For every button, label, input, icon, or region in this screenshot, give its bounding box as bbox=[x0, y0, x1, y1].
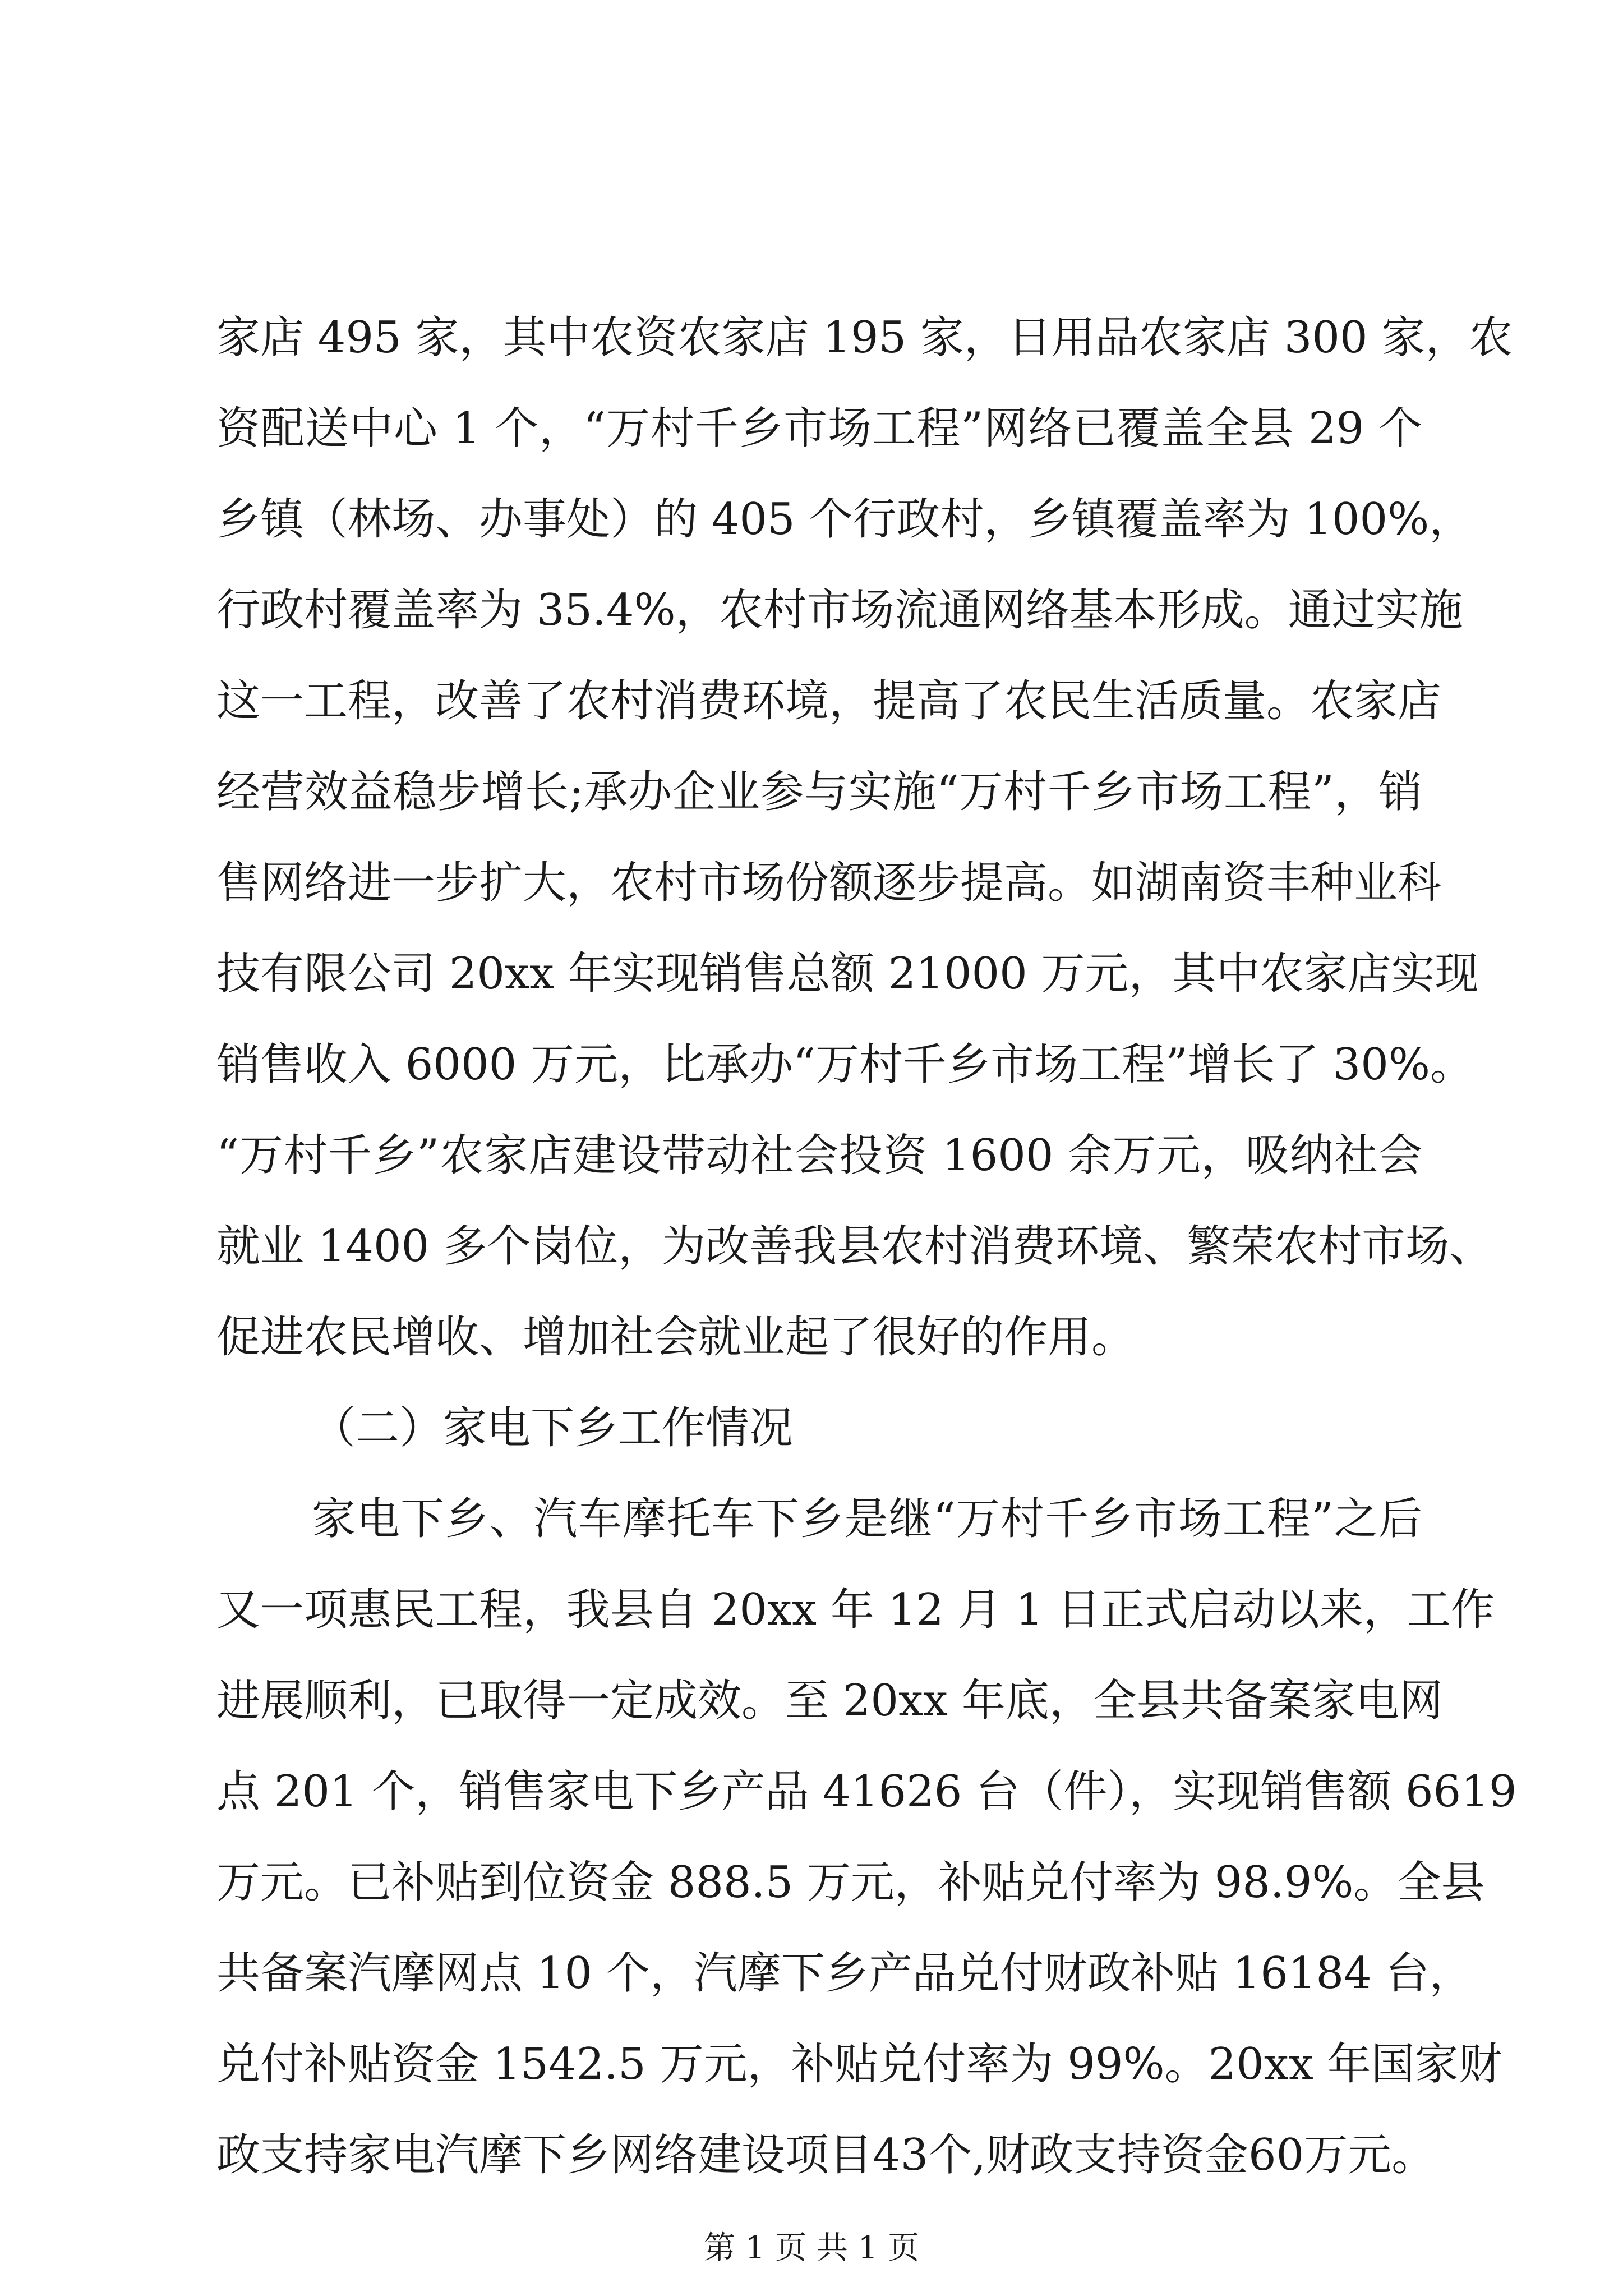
text-line: 政支持家电汽摩下乡网络建设项目43个,财政支持资金60万元。 bbox=[216, 2130, 1436, 2180]
text-line: 销售收入 6000 万元，比承办“万村千乡市场工程”增长了 30%。 bbox=[216, 1039, 1474, 1090]
text-line: 家店 495 家，其中农资农家店 195 家，日用品农家店 300 家，农 bbox=[216, 312, 1513, 363]
page-number-footer: 第 1 页 共 1 页 bbox=[703, 2230, 920, 2266]
text-line: 家电下乡、汽车摩托车下乡是继“万村千乡市场工程”之后 bbox=[312, 1494, 1422, 1544]
text-line: 又一项惠民工程，我县自 20xx 年 12 月 1 日正式启动以来，工作 bbox=[216, 1585, 1495, 1635]
text-line: 共备案汽摩网点 10 个，汽摩下乡产品兑付财政补贴 16184 台， bbox=[216, 1948, 1473, 1999]
text-line: 这一工程，改善了农村消费环境，提高了农民生活质量。农家店 bbox=[216, 676, 1442, 726]
text-line: 经营效益稳步增长;承办企业参与实施“万村千乡市场工程”，销 bbox=[216, 767, 1422, 817]
text-line: 乡镇（林场、办事处）的 405 个行政村，乡镇覆盖率为 100%， bbox=[216, 494, 1473, 545]
text-line: 技有限公司 20xx 年实现销售总额 21000 万元，其中农家店实现 bbox=[216, 949, 1479, 999]
text-line: 万元。已补贴到位资金 888.5 万元，补贴兑付率为 98.9%。全县 bbox=[216, 1857, 1485, 1908]
text-line: 就业 1400 多个岗位，为改善我县农村消费环境、繁荣农村市场、 bbox=[216, 1221, 1493, 1272]
text-line: 售网络进一步扩大，农村市场份额逐步提高。如湖南资丰种业科 bbox=[216, 858, 1442, 908]
text-line: “万村千乡”农家店建设带动社会投资 1600 余万元，吸纳社会 bbox=[216, 1130, 1422, 1181]
text-line: 点 201 个，销售家电下乡产品 41626 台（件），实现销售额 6619 bbox=[216, 1766, 1517, 1817]
section-heading: （二）家电下乡工作情况 bbox=[312, 1403, 794, 1453]
text-line: 资配送中心 1 个，“万村千乡市场工程”网络已覆盖全县 29 个 bbox=[216, 403, 1422, 454]
text-line: 促进农民增收、增加社会就业起了很好的作用。 bbox=[216, 1312, 1136, 1363]
text-line: 进展顺利，已取得一定成效。至 20xx 年底，全县共备案家电网 bbox=[216, 1676, 1443, 1726]
text-line: 兑付补贴资金 1542.5 万元，补贴兑付率为 99%。20xx 年国家财 bbox=[216, 2039, 1502, 2090]
text-line: 行政村覆盖率为 35.4%，农村市场流通网络基本形成。通过实施 bbox=[216, 585, 1463, 636]
